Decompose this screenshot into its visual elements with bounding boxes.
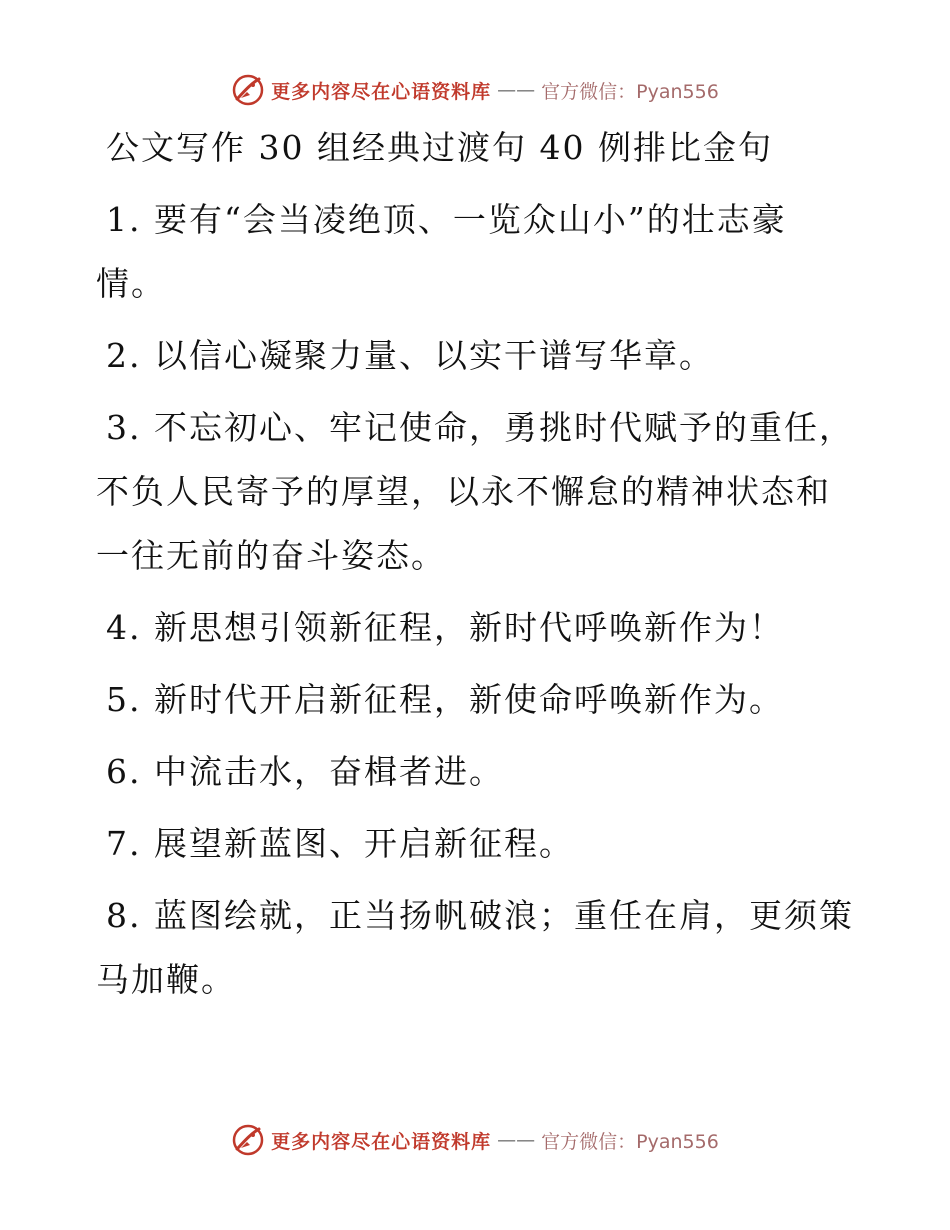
list-item: 8. 蓝图绘就，正当扬帆破浪；重任在肩，更须策马加鞭。 xyxy=(96,896,854,999)
banner-separator: —— xyxy=(497,79,536,101)
banner-slogan: 更多内容尽在心语资料库 xyxy=(271,1130,492,1153)
list-item: 1. 要有“会当凌绝顶、一览众山小”的壮志豪情。 xyxy=(96,200,787,303)
list-item: 7. 展望新蓝图、开启新征程。 xyxy=(106,824,574,863)
document-body xyxy=(96,120,856,1012)
banner-wechat-id: 官方微信：Pyan556 xyxy=(541,1130,719,1153)
footer-banner xyxy=(0,1120,950,1160)
list-item: 4. 新思想引领新征程，新时代呼唤新作为！ xyxy=(106,608,784,647)
banner-wechat-id: 官方微信：Pyan556 xyxy=(541,80,719,103)
list-item: 6. 中流击水，奋楫者进。 xyxy=(106,752,504,791)
banner-slogan: 更多内容尽在心语资料库 xyxy=(271,80,492,103)
header-banner xyxy=(0,70,950,110)
document-title: 公文写作 30 组经典过渡句 40 例排比金句 xyxy=(106,128,773,167)
sentence-list xyxy=(96,188,856,1012)
pen-nib-logo-icon xyxy=(231,73,265,107)
list-item: 5. 新时代开启新征程，新使命呼唤新作为。 xyxy=(106,680,784,719)
list-item: 3. 不忘初心、牢记使命，勇挑时代赋予的重任，不负人民寄予的厚望，以永不懈怠的精神状态和一往无前的奋斗姿态。 xyxy=(96,408,854,575)
pen-nib-logo-icon xyxy=(231,1123,265,1157)
list-item: 2. 以信心凝聚力量、以实干谱写华章。 xyxy=(106,336,714,375)
banner-separator: —— xyxy=(497,1129,536,1151)
